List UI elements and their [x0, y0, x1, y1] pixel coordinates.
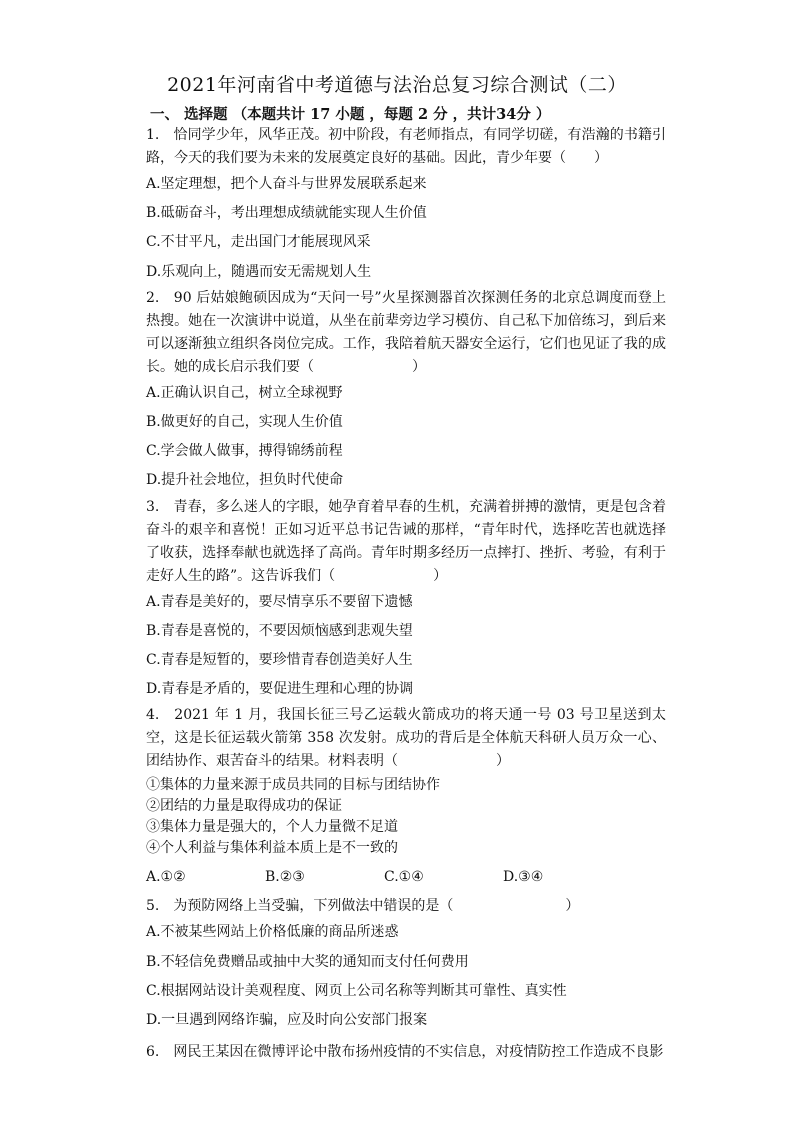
option-d: D.提升社会地位，担负时代使命: [146, 472, 344, 489]
option-c: C.学会做人做事，搏得锦绣前程: [146, 443, 343, 460]
question-5: [146, 895, 666, 1035]
statement-list: [146, 775, 666, 859]
option-d: D.青春是矛盾的，要促进生理和心理的协调: [146, 681, 414, 698]
statement-1: ①集体的力量来源于成员共同的目标与团结协作: [146, 777, 440, 794]
question-stem: 5. 为预防网络上当受骗，下列做法中错误的是（ ）: [146, 898, 580, 915]
question-3: [146, 496, 666, 705]
option-a: A.正确认识自己，树立全球视野: [146, 384, 343, 401]
statement-4: ④个人利益与集体利益本质上是不一致的: [146, 840, 398, 857]
statement-3: ③集体力量是强大的，个人力量微不足道: [146, 819, 398, 836]
section-heading: 一、 选择题 （本题共计 17 小题 ，每题 2 分 ，共计34分 ）: [150, 106, 551, 123]
question-6: [146, 1041, 666, 1064]
choice-b: B.②③: [265, 869, 305, 886]
option-b: B.青春是喜悦的，不要因烦恼感到悲观失望: [146, 622, 413, 639]
exam-title: 2021年河南省中考道德与法治总复习综合测试（二）: [167, 74, 627, 96]
question-4: [146, 704, 666, 895]
option-b: B.砥砺奋斗，考出理想成绩就能实现人生价值: [146, 205, 427, 222]
option-c: C.不甘平凡，走出国门才能展现风采: [146, 234, 371, 251]
option-d: D.一旦遇到网络诈骗，应及时向公安部门报案: [146, 1012, 428, 1029]
option-d: D.乐观向上，随遇而安无需规划人生: [146, 263, 372, 280]
question-stem: 2. 90 后姑娘鲍硕因成为“天问一号”火星探测器首次探测任务的北京总调度而登上热搜。她在一次演讲中说道，从坐在前辈旁边学习模仿、自己私下加倍练习，到后来可以逐渐独立组织各岗位完成。工作，我陪着航天器安全运行，它们也见证了我的成长。她的成长启示我们要（ ）: [146, 289, 666, 375]
option-b: B.不轻信免费赠品或抽中大奖的通知而支付任何费用: [146, 953, 469, 970]
option-a: A.坚定理想，把个人奋斗与世界发展联系起来: [146, 176, 427, 192]
option-b: B.做更好的自己，实现人生价值: [146, 414, 343, 431]
question-2: [146, 287, 666, 496]
choice-d: D.③④: [503, 869, 544, 886]
option-a: A.青春是美好的，要尽情享乐不要留下遗憾: [146, 593, 413, 610]
option-c: C.青春是短暂的，要珍惜青春创造美好人生: [146, 652, 413, 669]
option-a: A.不被某些网站上价格低廉的商品所迷惑: [146, 924, 399, 941]
question-1: [146, 124, 666, 287]
choice-row: [146, 859, 666, 895]
choice-a: A.①②: [146, 869, 186, 886]
question-stem: 4. 2021 年 1 月，我国长征三号乙运载火箭成功的将天通一号 03 号卫星送到太空，这是长征运载火箭第 358 次发射。成功的背后是全体航天科研人员万众一心、团结协作、艰苦奋斗的结果。材料表明（ ）: [146, 707, 666, 770]
question-list: [146, 124, 666, 1064]
question-stem: 6. 网民王某因在微博评论中散布扬州疫情的不实信息，对疫情防控工作造成不良影: [146, 1044, 664, 1061]
statement-2: ②团结的力量是取得成功的保证: [146, 798, 342, 815]
question-stem: 3. 青春，多么迷人的字眼，她孕育着早春的生机，充满着拼搏的激情，更是包含着奋斗的艰辛和喜悦！正如习近平总书记告诫的那样，“青年时代，选择吃苦也就选择了收获，选择奉献也就选择了高尚。青年时期多经历一点摔打、挫折、考验，有利于走好人生的路”。这告诉我们（ ）: [146, 498, 666, 584]
question-stem: 1. 恰同学少年，风华正茂。初中阶段，有老师指点，有同学切磋，有浩瀚的书籍引路，今天的我们要为未来的发展奠定良好的基础。因此，青少年要（ ）: [146, 127, 666, 166]
option-c: C.根据网站设计美观程度、网页上公司名称等判断其可靠性、真实性: [146, 982, 567, 999]
choice-c: C.①④: [384, 869, 424, 886]
